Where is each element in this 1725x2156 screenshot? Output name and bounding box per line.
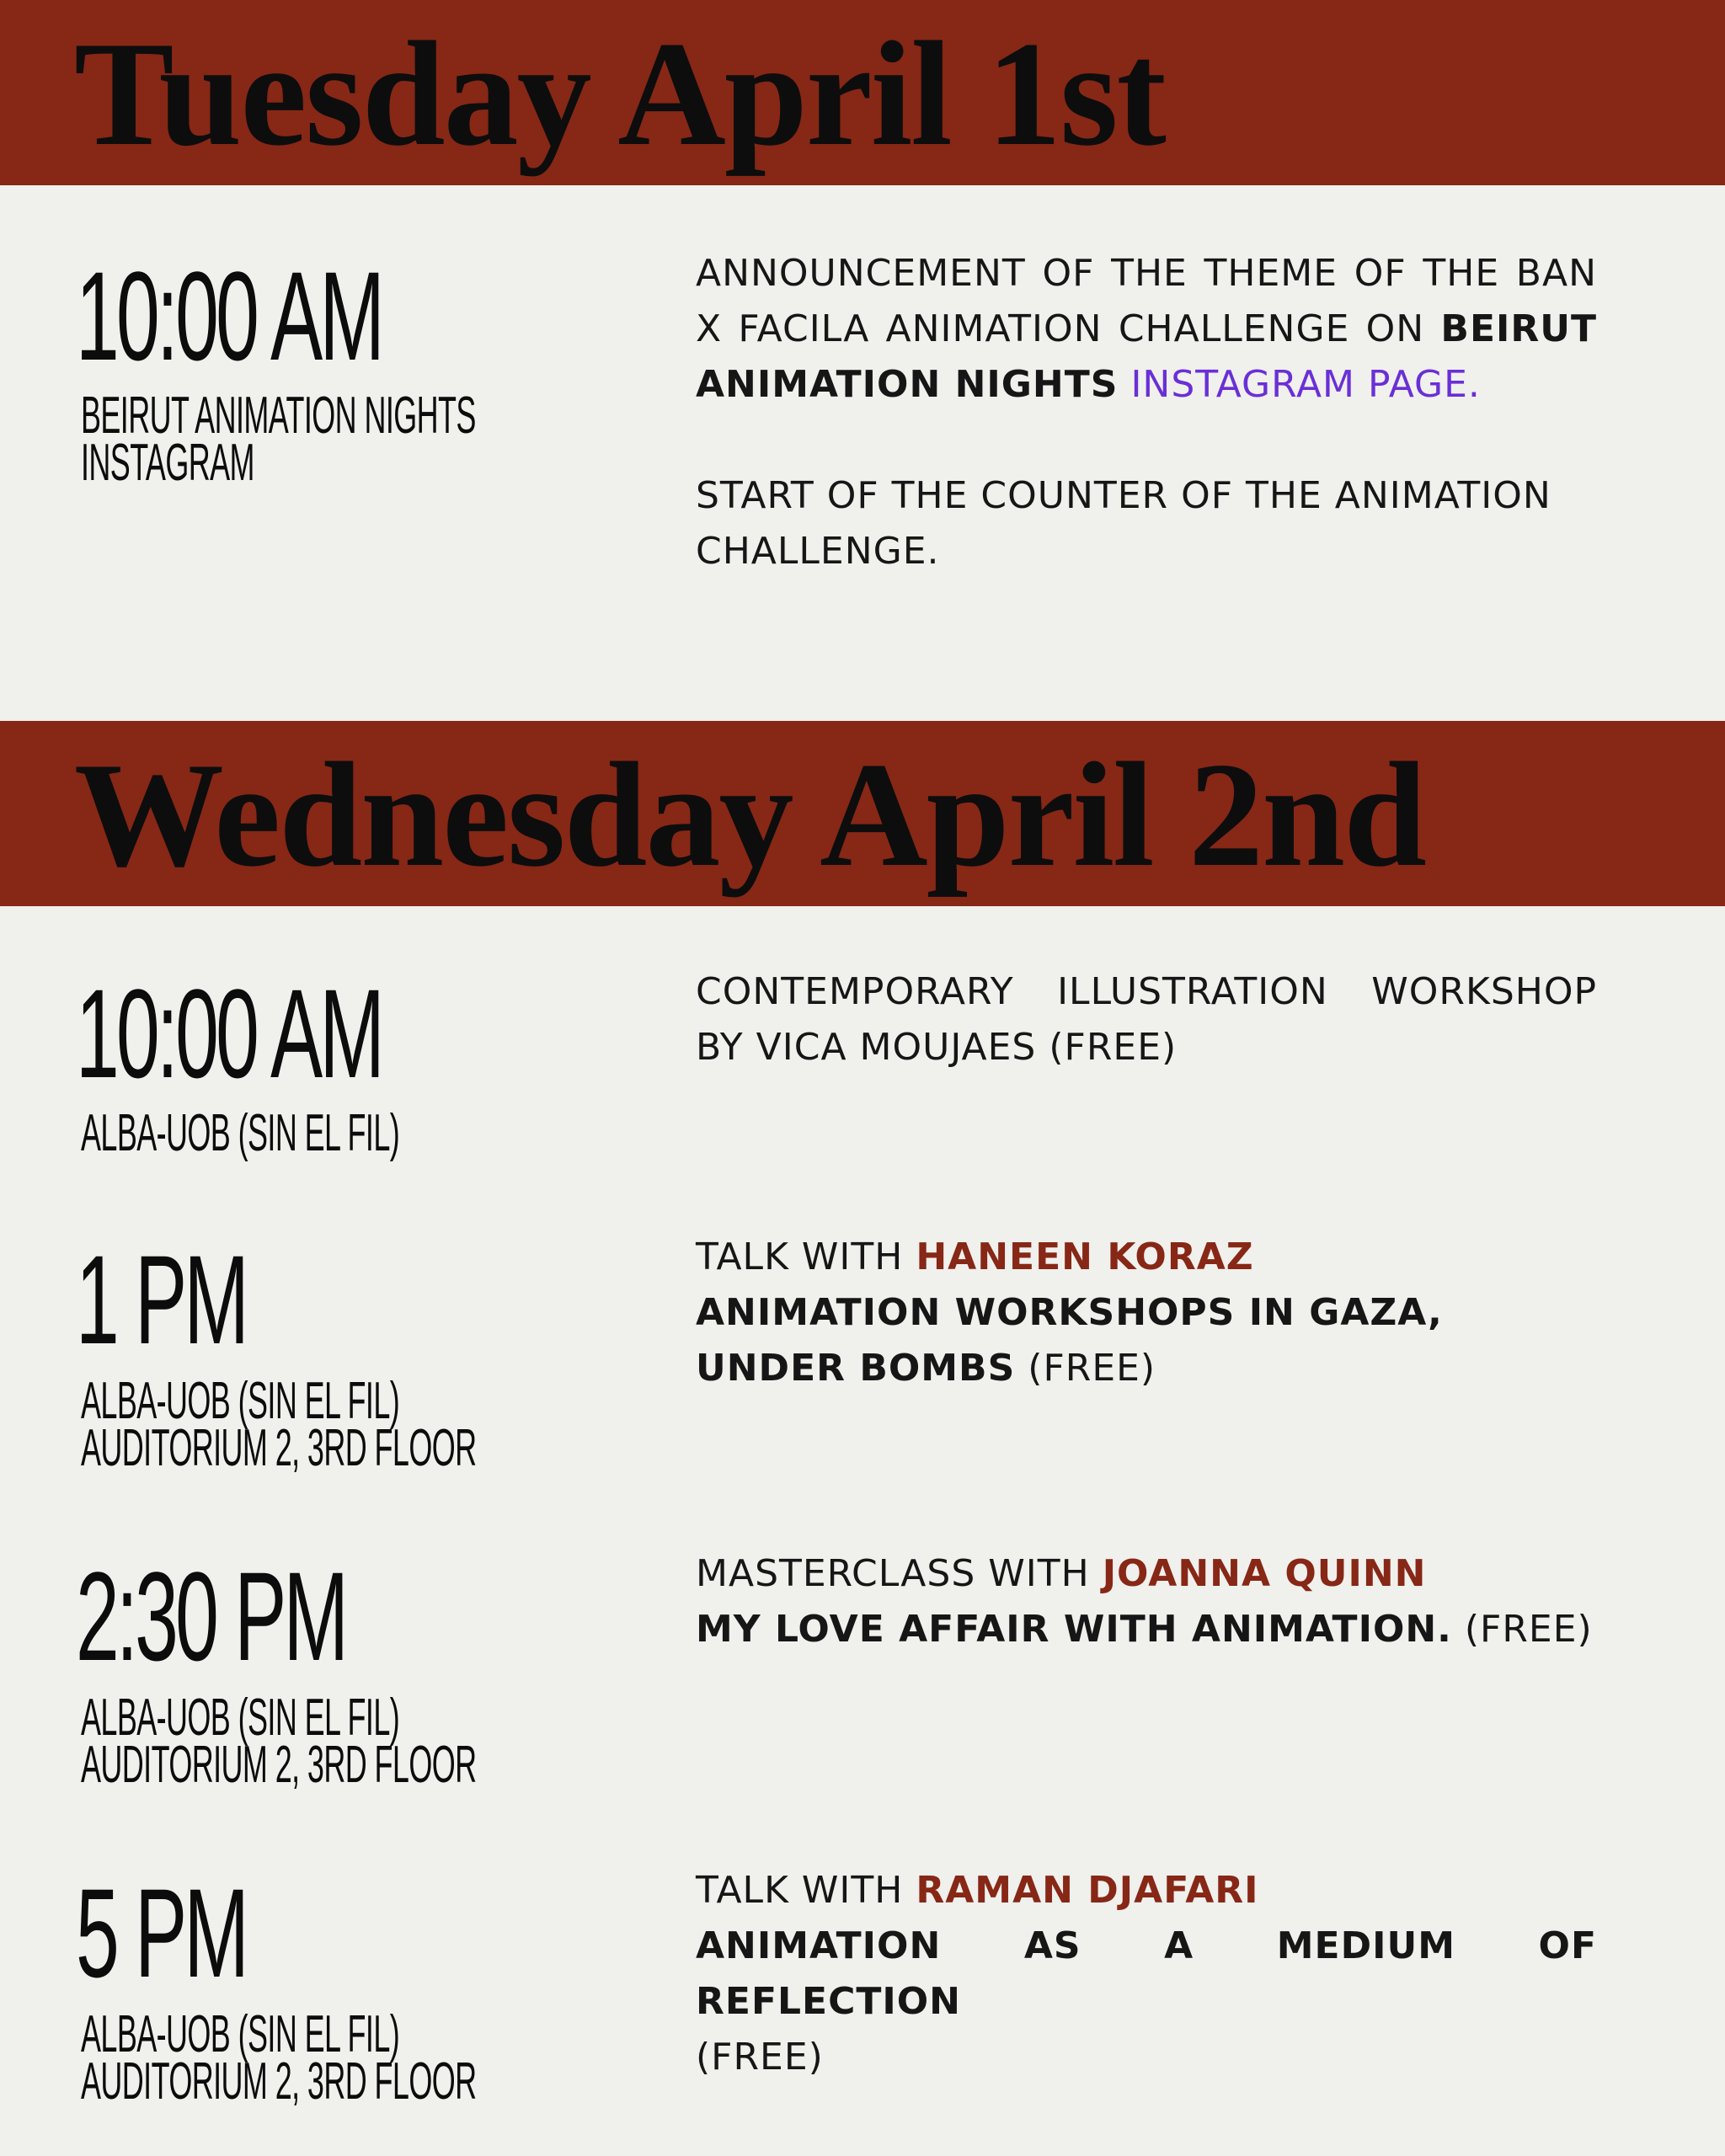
day-heading: Wednesday April 2nd <box>74 731 1426 898</box>
talk-speaker-line: TALK WITH RAMAN DJAFARI <box>696 1869 1259 1912</box>
announcement-lead: ANNOUNCEMENT OF THE THEME OF THE BAN X FACILA ANIMATION CHALLENGE ON <box>696 252 1597 350</box>
event-venue <box>81 1689 477 1794</box>
event-venue <box>81 1372 477 1477</box>
day-heading: Tuesday April 1st <box>74 10 1165 177</box>
event-venue <box>81 2005 477 2111</box>
announcement-bold: BEIRUT ANIMATION NIGHTS <box>696 307 1597 406</box>
speaker-name: HANEEN KORAZ <box>916 1235 1254 1278</box>
venue-line: ALBA-UOB (SIN EL FIL) <box>81 1104 400 1162</box>
talk-free-note: (FREE) <box>696 2036 824 2079</box>
masterclass-title-line: MY LOVE AFFAIR WITH ANIMATION. (FREE) <box>696 1608 1593 1651</box>
venue-line: AUDITORIUM 2, 3RD FLOOR <box>81 1736 477 1794</box>
masterclass-speaker-line: MASTERCLASS WITH JOANNA QUINN <box>696 1552 1427 1595</box>
event-description <box>696 246 1597 579</box>
venue-line: INSTAGRAM <box>81 434 254 492</box>
venue-line: ALBA-UOB (SIN EL FIL) <box>81 1372 400 1430</box>
day-banner-tuesday <box>0 0 1725 185</box>
event-time: 10:00 AM <box>76 245 382 387</box>
talk-title-line: ANIMATION AS A MEDIUM OF REFLECTION <box>696 1924 1597 2023</box>
speaker-name: JOANNA QUINN <box>1102 1552 1427 1595</box>
venue-line: BEIRUT ANIMATION NIGHTS <box>81 387 476 445</box>
workshop-title: CONTEMPORARY ILLUSTRATION WORKSHOP <box>696 970 1597 1013</box>
venue-line: AUDITORIUM 2, 3RD FLOOR <box>81 1419 477 1477</box>
instagram-page-link[interactable]: INSTAGRAM PAGE. <box>1130 363 1481 406</box>
announcement-text <box>696 246 1597 413</box>
talk-title-line: ANIMATION WORKSHOPS IN GAZA, <box>696 1291 1443 1334</box>
event-time: 2:30 PM <box>76 1545 346 1687</box>
event-time: 10:00 AM <box>76 963 382 1104</box>
speaker-name: RAMAN DJAFARI <box>916 1869 1259 1912</box>
event-time: 5 PM <box>76 1862 247 2004</box>
event-venue <box>81 1104 400 1162</box>
day-banner-wednesday <box>0 721 1725 906</box>
event-description <box>696 1230 1597 1396</box>
event-venue <box>81 387 476 492</box>
event-time: 1 PM <box>76 1229 247 1370</box>
talk-title-line: UNDER BOMBS (FREE) <box>696 1347 1156 1390</box>
workshop-detail: BY VICA MOUJAES (FREE) <box>696 1026 1178 1069</box>
venue-line: AUDITORIUM 2, 3RD FLOOR <box>81 2052 477 2111</box>
venue-line: ALBA-UOB (SIN EL FIL) <box>81 1689 400 1747</box>
venue-line: ALBA-UOB (SIN EL FIL) <box>81 2005 400 2063</box>
event-description <box>696 1546 1597 1657</box>
counter-text: START OF THE COUNTER OF THE ANIMATION CHALLENGE. <box>696 474 1551 573</box>
event-description <box>696 1863 1597 2085</box>
event-description <box>696 964 1597 1075</box>
talk-speaker-line: TALK WITH HANEEN KORAZ <box>696 1235 1254 1278</box>
